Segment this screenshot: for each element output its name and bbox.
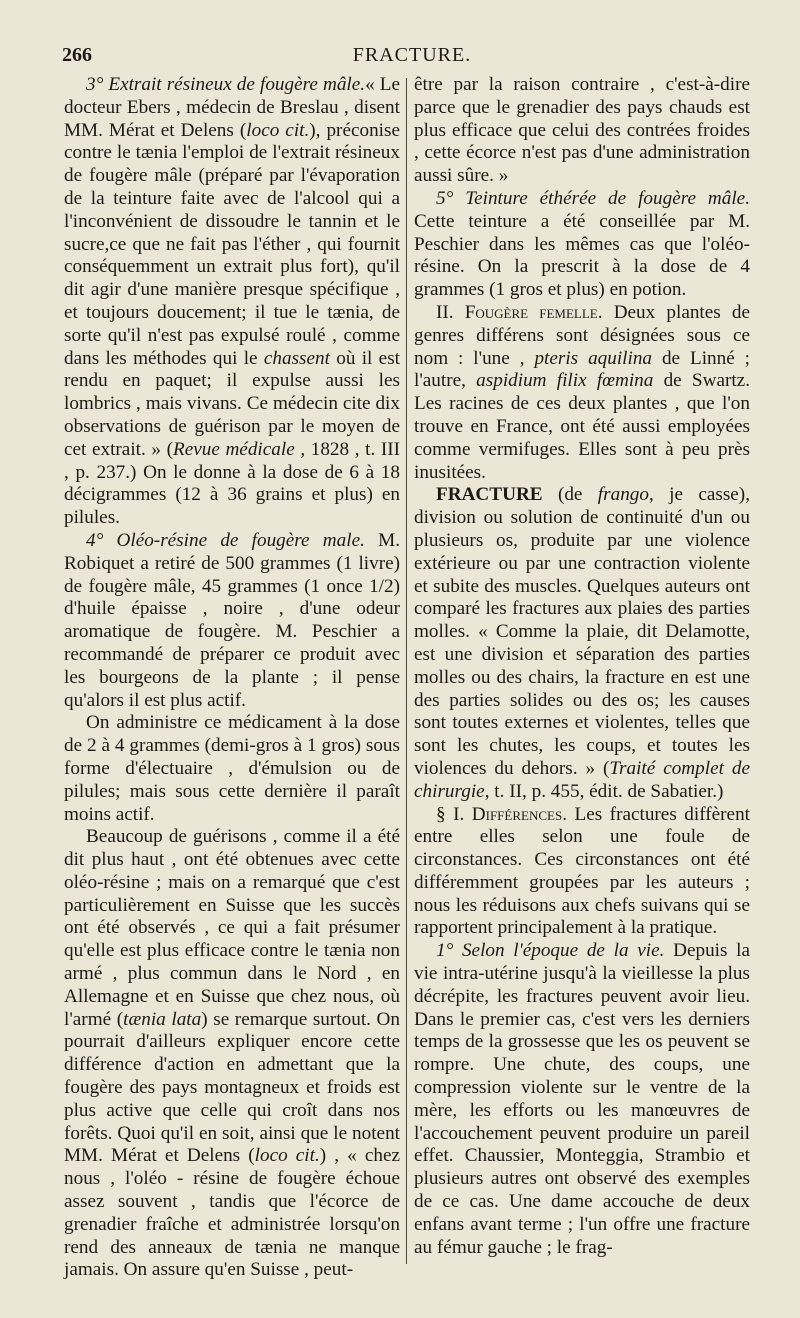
page-header [62, 44, 762, 74]
paragraph-teinture-etheree: 5° Teinture éthérée de fougère mâle. Cette teinture a été conseillée par M. Peschier dans les mêmes cas que l'oléo-résine. On la prescrit à la dose de 4 grammes (1 gros et plus) en potion. [414, 187, 750, 301]
section-heading: 5° Teinture éthérée de fougère mâle. [436, 187, 750, 209]
paragraph-epoque-de-la-vie: 1° Selon l'époque de la vie. Depuis la vie intra-utérine jusqu'à la vieillesse la plus décrépite, les fractures peuvent avoir lieu. Dans le premier cas, c'est vers les derniers temps de la grossesse que les os peuvent se rompre. Une chute, des coups, une compression violente sur le ventre de la mère, les efforts ou les manœuvres de l'accouchement peuvent produire un pareil effet. Chaussier, Monteggia, Strambio et plusieurs autres ont observé des exemples de ce cas. Une dame accouche de deux enfans avant terme ; l'un offre une fracture au fémur gauche ; le frag- [414, 940, 750, 1258]
right-column [414, 74, 750, 1264]
paragraph-extrait-resineux: 3° Extrait résineux de fougère mâle.« Le docteur Ebers , médecin de Breslau , disent MM. Mérat et Delens (loco cit.), préconise contre le tænia l'emploi de l'extrait résineux de fougère mâle (préparé par l'évaporation de la teinture faite avec de l'alcool qui a l'inconvénient de dissoudre le tannin et le sucre,ce que ne fait pas l'éther , qui fournit conséquemment un extrait plus fort), qu'il dit agir d'une manière presque spécifique , et toujours doucement; il tue le tænia, de sorte qu'il n'est pas expulsé roulé , comme dans les méthodes qui le chassent où il est rendu en paquet; il expulse aussi les lombrics , mais vivans. Ce médecin cite dix observations de guérison par le moyen de cet extrait. » (Revue médicale , 1828 , t. III , p. 237.) On le donne à la dose de 6 à 18 décigrammes (12 à 36 grains et plus) en pilules. [64, 74, 401, 529]
section-heading: 1° Selon l'époque de la vie. [436, 940, 665, 962]
left-column [64, 74, 401, 1281]
column-divider [406, 78, 407, 1264]
running-title: FRACTURE. [352, 44, 472, 66]
section-heading: 4° Oléo-résine de fougère male. [86, 529, 365, 551]
page-number: 266 [62, 44, 92, 66]
paragraph-fracture-definition: FRACTURE (de frango, je casse), division ou solution de continuité d'un ou plusieurs os, produite par une violence extérieure ou par une contraction violente et subite des muscles. Quelques auteurs ont comparé les fractures aux plaies des parties molles. « Comme la plaie, dit Delamotte, est une division et séparation des parties molles ou des chairs, la fracture en est une des parties solides ou des os; les causes sont toutes externes et violentes, telles que sont les chutes, les coups, et toutes les violences du dehors. » (Traité complet de chirurgie, t. II, p. 455, édit. de Sabatier.) [414, 484, 750, 802]
section-heading: Fougère femelle. [464, 301, 603, 323]
section-heading: 3° Extrait résineux de fougère mâle. [86, 74, 366, 95]
paragraph-oleo-resine: 4° Oléo-résine de fougère male. M. Robiquet a retiré de 500 grammes (1 livre) de fougère mâle, 45 grammes (1 once 1/2) d'huile épaisse , noire , d'une odeur aromatique de fougère. M. Peschier a recommandé de préparer ce produit avec les bourgeons de la plante ; il pense qu'alors il est plus actif. [64, 529, 401, 711]
paragraph-differences: § I. Différences. Les fractures diffèrent entre elles selon une foule de circonstances. Ces circonstances ont été différemment groupées par les auteurs ; nous les réduisons aux chefs suivans qui se rapportent principalement à la pratique. [414, 803, 750, 939]
paragraph-continuation: être par la raison contraire , c'est-à-dire parce que le grenadier des pays chauds est plus efficace que celui des contrées froides , cette écorce n'est pas d'une administration aussi sûre. » [414, 74, 750, 187]
paragraph-administration: On administre ce médicament à la dose de 2 à 4 grammes (demi-gros à 1 gros) sous forme d'électuaire , d'émulsion ou de pilules; mais sous cette dernière il paraît moins actif. [64, 712, 400, 825]
headword: FRACTURE [436, 484, 543, 506]
paragraph-guerisons: Beaucoup de guérisons , comme il a été dit plus haut , ont été obtenues avec cette oléo-résine ; mais on a remarqué que c'est particulièrement en Suisse que les succès ont été observés , ce qui a fait présumer qu'elle est plus efficace contre le tænia non armé , plus commun dans le Nord , en Allemagne et en Suisse que chez nous, où l'armé (tænia lata) se remarque surtout. On pourrait d'ailleurs expliquer encore cette différence d'action en admettant que la fougère des pays montagneux et froids est plus active que celle qui croît dans nos forêts. Quoi qu'il en soit, ainsi que le notent MM. Mérat et Delens (loco cit.) , « chez nous , l'oléo - résine de fougère échoue assez souvent , tandis que l'écorce de grenadier fraîche et administrée lorsqu'on rend des anneaux de tænia ne manque jamais. On assure qu'en Suisse , peut- [64, 826, 400, 1281]
paragraph-fougere-femelle: II. Fougère femelle. Deux plantes de genres différens sont désignées sous ce nom : l'une , pteris aquilina de Linné ; l'autre, aspidium filix fœmina de Swartz. Les racines de ces deux plantes , que l'on trouve en France, ont été aussi employées comme vermifuges. Elles sont à peu près inusitées. [414, 301, 750, 483]
section-heading: Différences. [471, 803, 567, 825]
